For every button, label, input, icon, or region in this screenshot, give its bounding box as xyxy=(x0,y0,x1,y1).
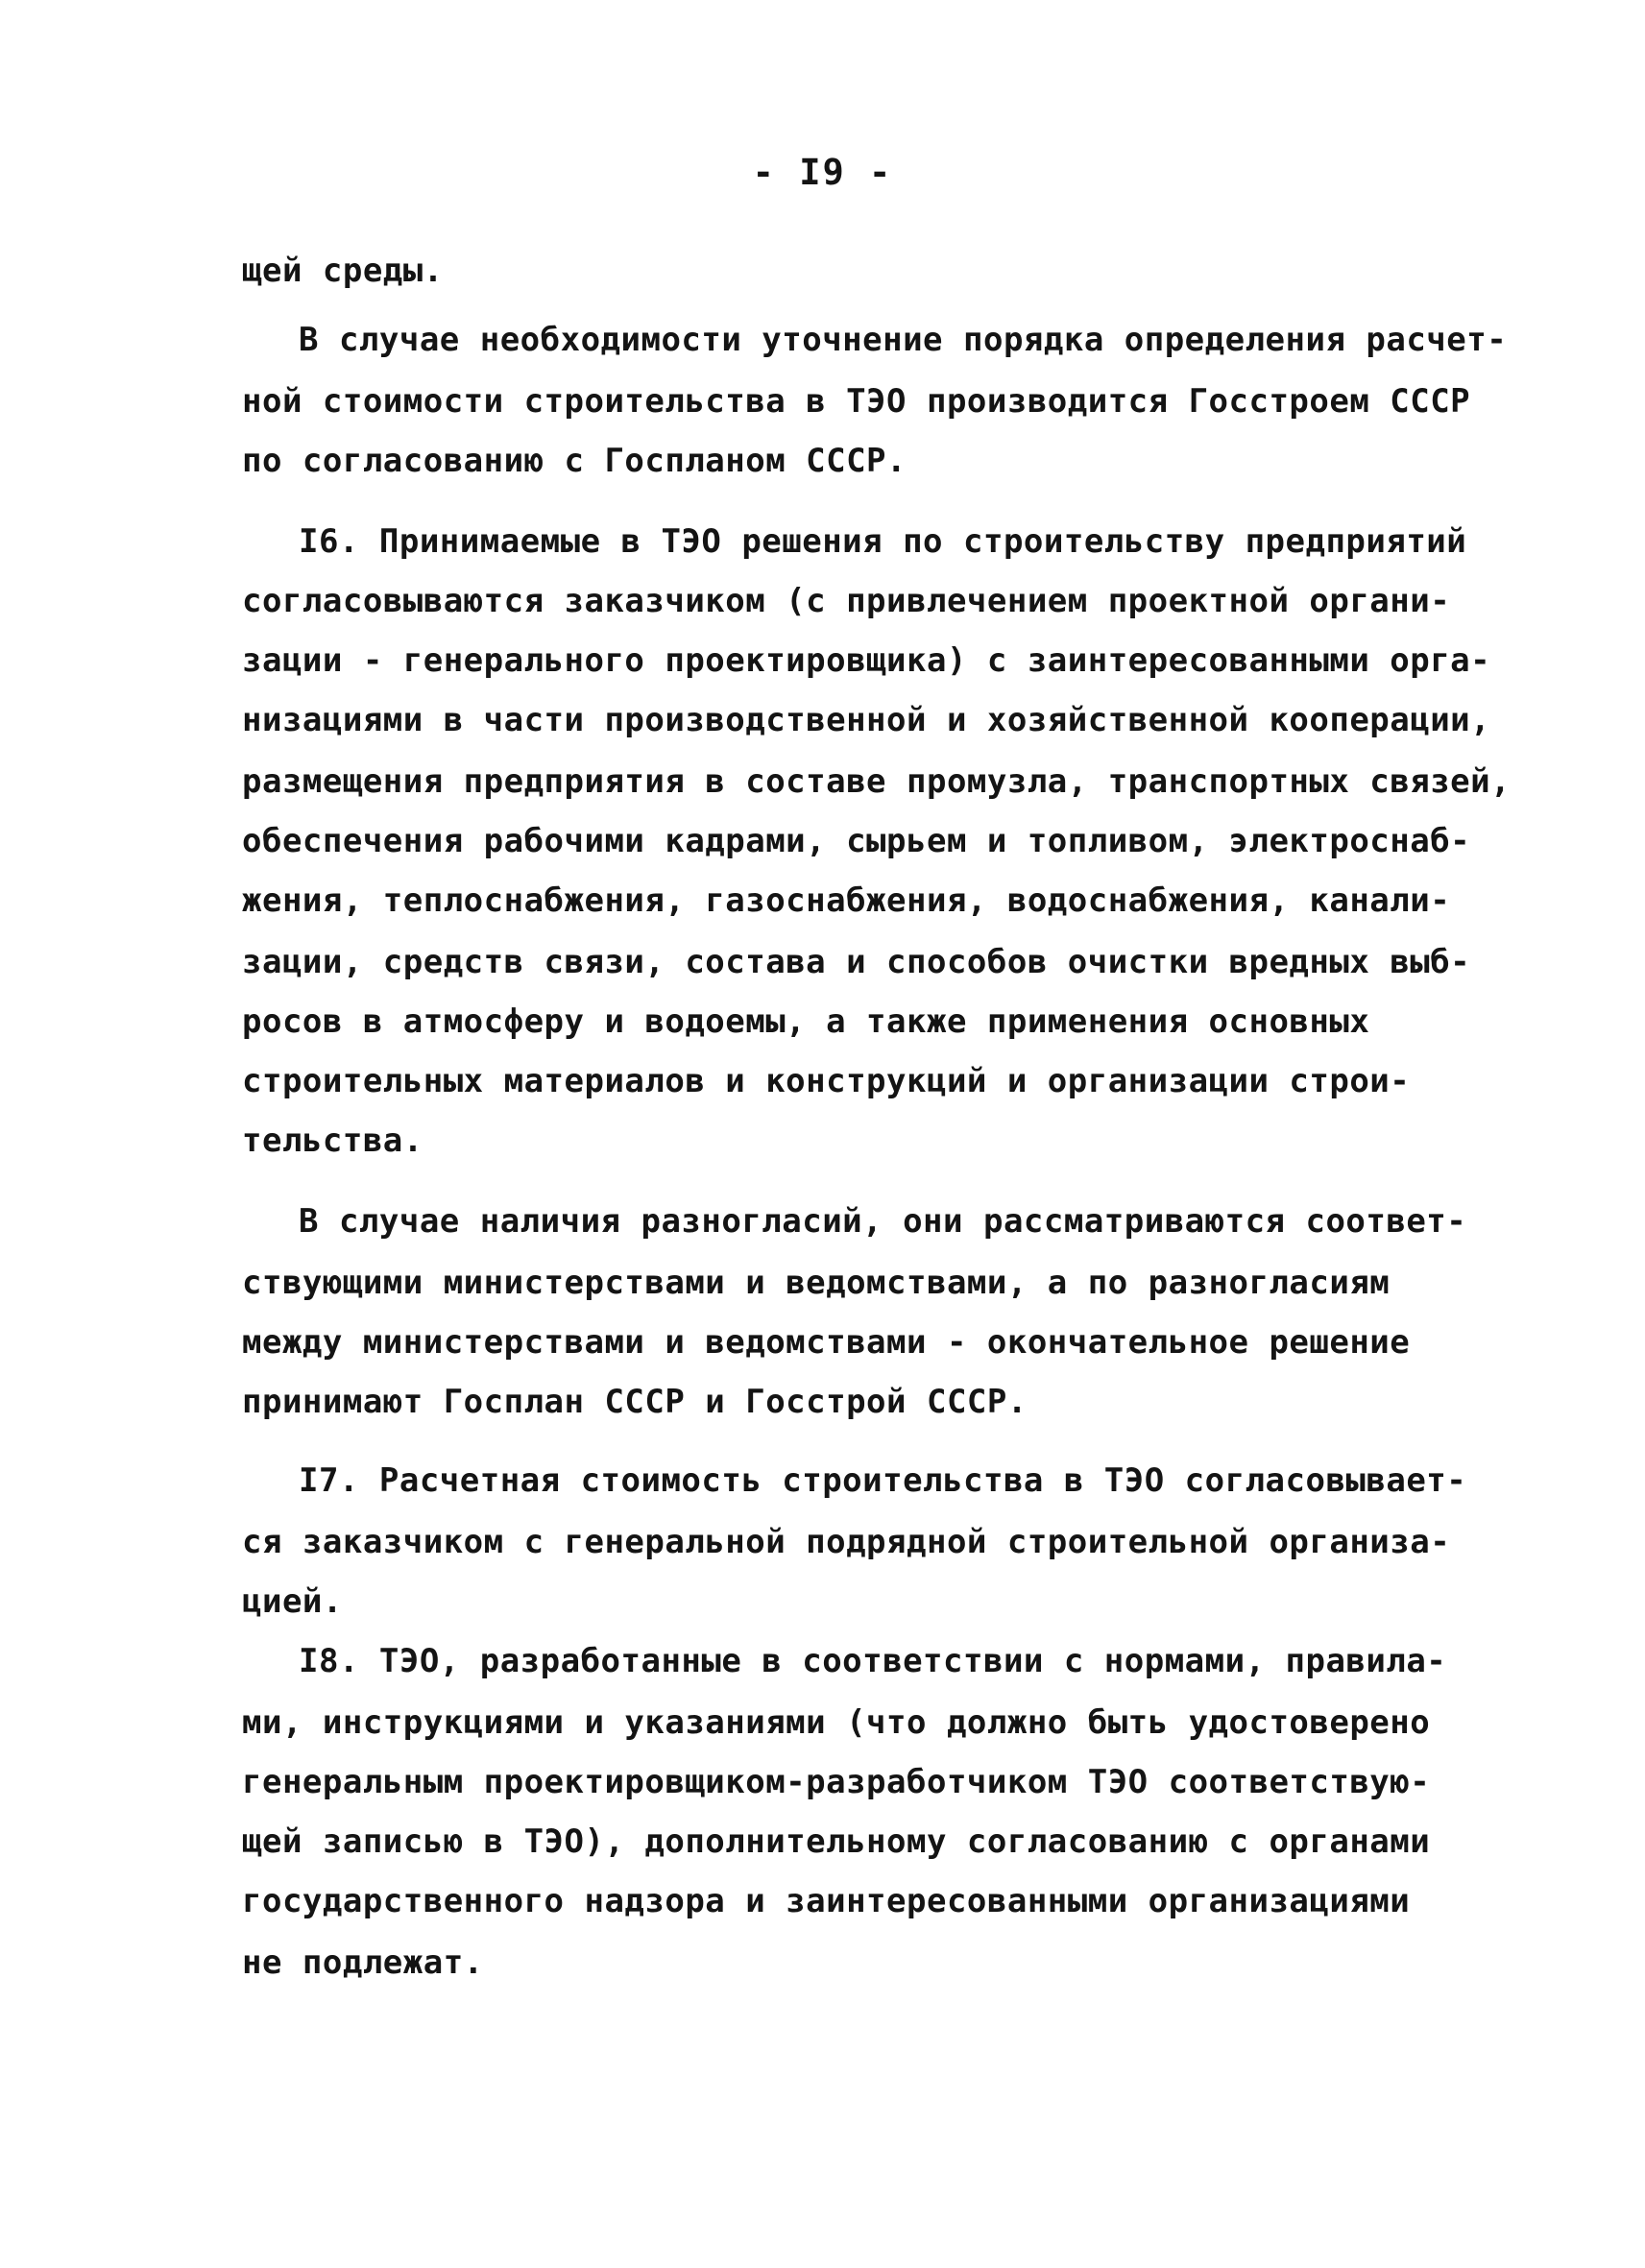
text-line: щей среды. xyxy=(242,252,444,290)
paragraph-17-start: I7. Расчетная стоимость строительства в ТЭО согласовывает- xyxy=(299,1461,1467,1500)
text-line: государственного надзора и заинтересованными организациями xyxy=(242,1882,1411,1920)
text-line: тельства. xyxy=(242,1122,423,1160)
text-line: между министерствами и ведомствами - окончательное решение xyxy=(242,1323,1411,1362)
text-line: строительных материалов и конструкций и организации строи- xyxy=(242,1062,1411,1100)
paragraph-18-start: I8. ТЭО, разработанные в соответствии с нормами, правила- xyxy=(299,1642,1447,1680)
text-line: ми, инструкциями и указаниями (что должно быть удостоверено xyxy=(242,1703,1431,1742)
text-line: принимают Госплан СССР и Госстрой СССР. xyxy=(242,1383,1028,1421)
text-line: зации, средств связи, состава и способов очистки вредных выб- xyxy=(242,943,1471,981)
text-line: ной стоимости строительства в ТЭО производится Госстроем СССР xyxy=(242,382,1471,421)
text-line: по согласованию с Госпланом СССР. xyxy=(242,442,907,480)
text-line: согласовываются заказчиком (с привлечением проектной органи- xyxy=(242,582,1451,620)
text-line: обеспечения рабочими кадрами, сырьем и топливом, электроснаб- xyxy=(242,822,1471,860)
text-line: щей записью в ТЭО), дополнительному согласованию с органами xyxy=(242,1822,1431,1861)
text-line: зации - генерального проектировщика) с заинтересованными орга- xyxy=(242,641,1491,680)
text-line: росов в атмосферу и водоемы, а также применения основных xyxy=(242,1002,1370,1041)
text-line: размещения предприятия в составе промузла, транспортных связей, xyxy=(242,762,1512,801)
text-line: ся заказчиком с генеральной подрядной строительной организа- xyxy=(242,1523,1451,1561)
paragraph-16-start: I6. Принимаемые в ТЭО решения по строительству предприятий xyxy=(299,522,1467,561)
text-line: ствующими министерствами и ведомствами, а по разногласиям xyxy=(242,1264,1391,1302)
text-line: низациями в части производственной и хозяйственной кооперации, xyxy=(242,701,1491,739)
text-line: жения, теплоснабжения, газоснабжения, водоснабжения, канали- xyxy=(242,881,1451,920)
paragraph-start: В случае наличия разногласий, они рассматриваются соответ- xyxy=(299,1202,1467,1241)
page-number: - I9 - xyxy=(752,152,893,193)
paragraph-start: В случае необходимости уточнение порядка определения расчет- xyxy=(299,321,1508,359)
text-line: не подлежат. xyxy=(242,1943,484,1982)
text-line: генеральным проектировщиком-разработчиком ТЭО соответствую- xyxy=(242,1763,1431,1801)
text-line: цией. xyxy=(242,1582,343,1621)
